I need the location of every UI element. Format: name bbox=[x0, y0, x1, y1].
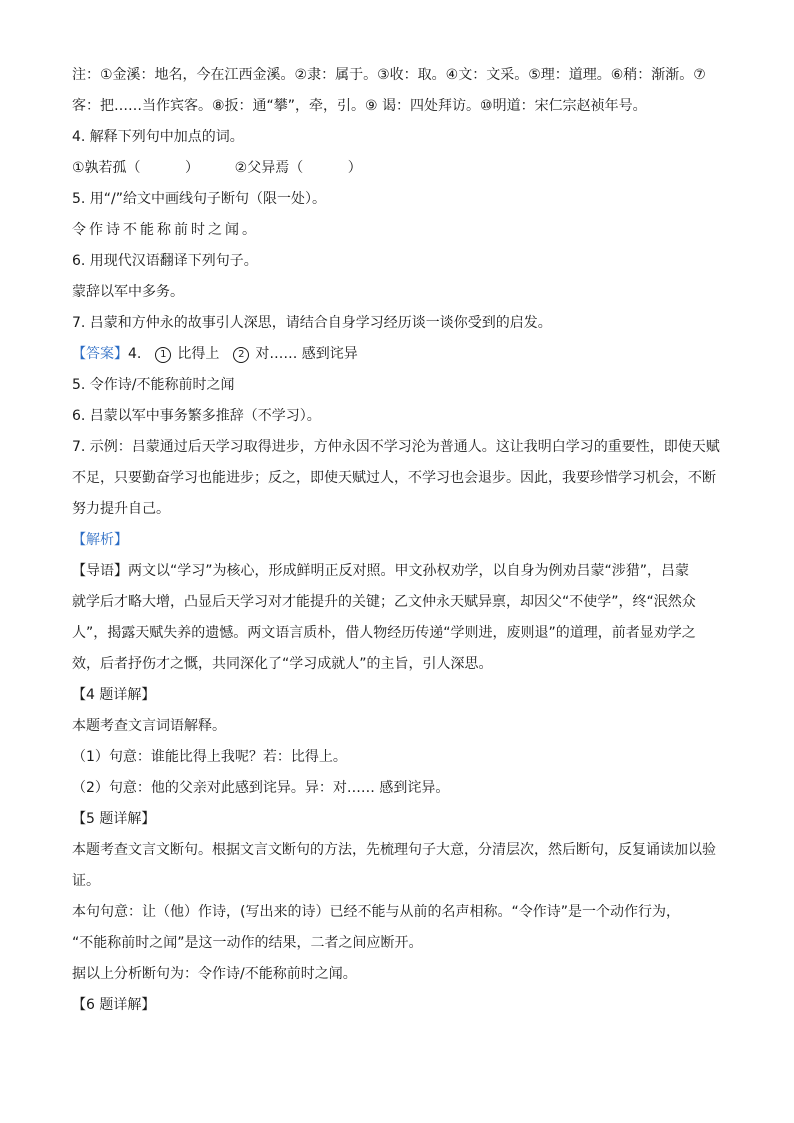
detail-4-line-2: （1）句意：谁能比得上我呢？若：比得上。 bbox=[72, 749, 347, 765]
detail-5-line-5: 据以上分析断句为：令作诗/不能称前时之闻。 bbox=[72, 966, 357, 982]
circled-number-1: 1 bbox=[155, 347, 171, 363]
detail-4-title: 【4 题详解】 bbox=[72, 687, 156, 703]
answer-4-prefix: 4. bbox=[128, 346, 142, 362]
circled-number-2: 2 bbox=[233, 347, 249, 363]
detail-5-title: 【5 题详解】 bbox=[72, 811, 156, 827]
question-5: 5. 用“/”给文中画线句子断句（限一处）。 bbox=[72, 191, 327, 207]
question-6-sentence: 蒙辞以军中多务。 bbox=[72, 284, 184, 300]
question-4: 4. 解释下列句中加点的词。 bbox=[72, 129, 244, 145]
detail-6-title: 【6 题详解】 bbox=[72, 997, 156, 1013]
detail-5-line-3: 本句句意：让（他）作诗，(写出来的诗）已经不能与从前的名声相称。“令作诗”是一个动作行为， bbox=[72, 904, 680, 920]
detail-5-line-1: 本题考查文言文断句。根据文言文断句的方法，先梳理句子大意，分清层次，然后断句，反复诵读加以验 bbox=[72, 842, 716, 858]
answer-4-item-2: 对…… 感到诧异 bbox=[255, 346, 358, 362]
detail-5-line-4: “不能称前时之闻”是这一动作的结果，二者之间应断开。 bbox=[72, 935, 423, 951]
document-page bbox=[72, 60, 728, 1021]
detail-4-line-3: （2）句意：他的父亲对此感到诧异。异：对…… 感到诧异。 bbox=[72, 780, 450, 796]
detail-4-line-1: 本题考查文言词语解释。 bbox=[72, 718, 226, 734]
answer-6: 6. 吕蒙以军中事务繁多推辞（不学习）。 bbox=[72, 408, 321, 424]
guide-line-1: 【导语】两文以“学习”为核心，形成鲜明正反对照。甲文孙权劝学，以自身为例劝吕蒙“涉猎”，吕蒙 bbox=[72, 563, 690, 579]
guide-line-3: 人”，揭露天赋失养的遗憾。两文语言质朴，借人物经历传递“学则进，废则退”的道理，前者显劝学之 bbox=[72, 625, 696, 641]
answer-4-item-1: 比得上 bbox=[177, 346, 220, 362]
question-5-sentence: 令作诗不能称前时之闻。 bbox=[72, 222, 259, 238]
detail-5-line-2: 证。 bbox=[72, 873, 100, 889]
answer-7-line-3: 努力提升自己。 bbox=[72, 501, 170, 517]
guide-line-4: 效，后者抒伤才之慨，共同深化了“学习成就人”的主旨，引人深思。 bbox=[72, 656, 493, 672]
question-7: 7. 吕蒙和方仲永的故事引人深思，请结合自身学习经历谈一谈你受到的启发。 bbox=[72, 315, 552, 331]
answer-5: 5. 令作诗/不能称前时之闻 bbox=[72, 377, 235, 393]
question-6: 6. 用现代汉语翻译下列句子。 bbox=[72, 253, 258, 269]
analysis-label: 【解析】 bbox=[72, 532, 128, 548]
answer-7-line-2: 不足，只要勤奋学习也能进步；反之，即使天赋过人，不学习也会退步。因此，我要珍惜学习机会，不断 bbox=[72, 470, 716, 486]
notes-line-1: 注：①金溪：地名，今在江西金溪。②隶：属于。③收：取。④文：文采。⑤理：道理。⑥稍：渐渐。⑦ bbox=[72, 67, 706, 83]
guide-line-2: 就学后才略大增，凸显后天学习对才能提升的关键；乙文仲永天赋异禀，却因父“不使学”，终“泯然众 bbox=[72, 594, 696, 610]
answer-label: 【答案】 bbox=[72, 346, 128, 362]
answer-7-line-1: 7. 示例：吕蒙通过后天学习取得进步，方仲永因不学习沦为普通人。这让我明白学习的重要性，即使天赋 bbox=[72, 439, 720, 455]
answer-line-4 bbox=[72, 339, 728, 370]
question-4-items: ①孰若孤（ ） ②父异焉（ ） bbox=[72, 160, 362, 176]
notes-line-2: 客：把……当作宾客。⑧扳：通“攀”，牵，引。⑨ 谒：四处拜访。⑩明道：宋仁宗赵祯年号。 bbox=[72, 98, 647, 114]
